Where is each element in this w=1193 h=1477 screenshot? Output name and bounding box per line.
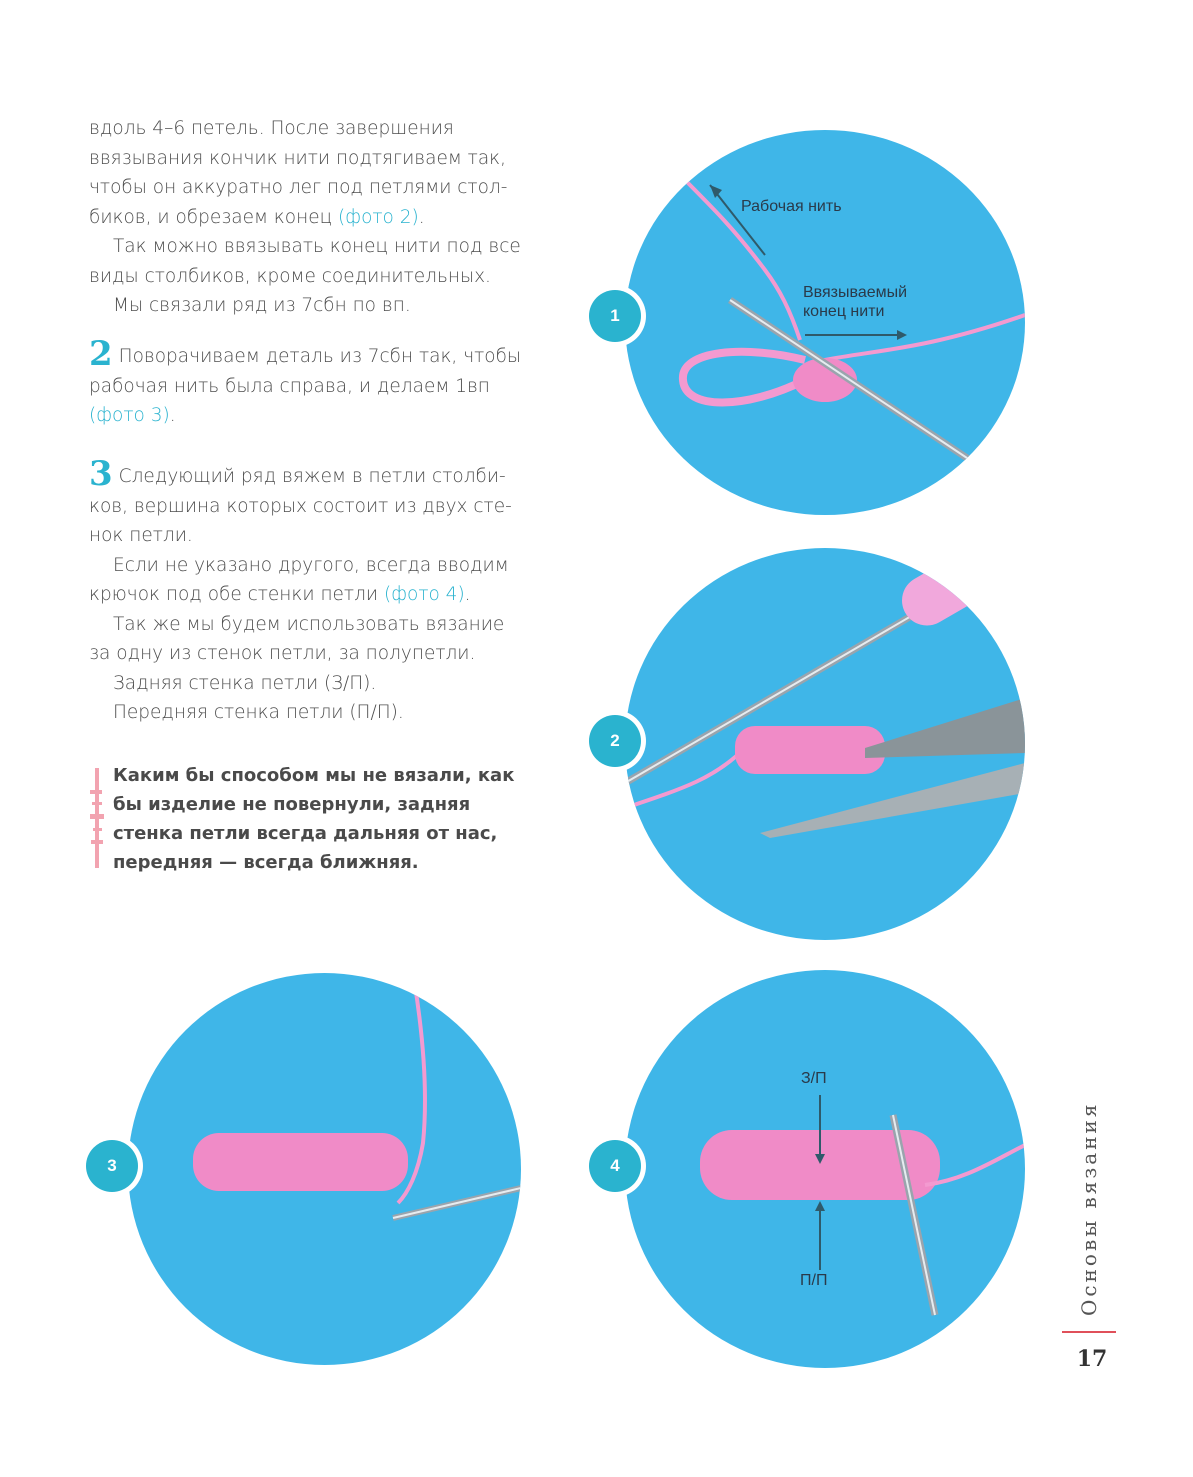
photo-1-badge: 1 (589, 290, 641, 342)
photo-4-image (625, 970, 1025, 1368)
paragraph (89, 580, 549, 610)
photo-2-image (625, 548, 1025, 940)
paragraph: чтобы он аккуратно лег под петлями стол- (89, 177, 508, 198)
note-line: стенка петли всегда дальняя от нас, (113, 823, 498, 844)
note-line: бы изделие не повернули, задняя (113, 794, 471, 815)
page-rule (1062, 1331, 1116, 1333)
paragraph: виды столбиков, кроме соединительных. (89, 265, 491, 287)
paragraph: Передняя стенка петли (П/П). (113, 702, 404, 723)
paragraph: Мы связали ряд из 7сбн по вп. (113, 295, 411, 316)
note-callout (113, 761, 533, 877)
paragraph: за одну из стенок петли, за полупетли. (89, 643, 476, 664)
paragraph (89, 334, 549, 374)
photo-ref-link[interactable]: (фото 3) (89, 405, 170, 426)
photo-ref-link[interactable]: (фото 2) (338, 206, 419, 228)
paragraph: ков, вершина которых состоит из двух сте- (89, 495, 512, 517)
note-line: передняя — всегда ближняя. (113, 852, 419, 873)
photo-4 (625, 970, 1025, 1368)
section-title-text: Основы вязания (1077, 1101, 1101, 1316)
photo-3-badge: 3 (86, 1140, 138, 1192)
text-span: . (464, 584, 471, 605)
label-line: Ввязываемый (803, 284, 908, 301)
photo-4-badge: 4 (589, 1140, 641, 1192)
step-number: 2 (89, 334, 113, 374)
note-line: Каким бы способом мы не вязали, как (113, 765, 515, 786)
text-span: Поворачиваем деталь из 7сбн так, чтобы (118, 346, 522, 367)
photo-3 (128, 973, 521, 1365)
step-2-text (89, 334, 549, 431)
label-line: конец нити (803, 303, 885, 320)
text-span: . (418, 206, 425, 228)
page-number: 17 (1076, 1346, 1108, 1372)
paragraph: рабочая нить была справа, и делаем 1вп (89, 375, 490, 397)
body-text (89, 114, 549, 321)
section-title (1068, 1088, 1108, 1318)
paragraph: Так можно ввязывать конец нити под все (113, 236, 521, 257)
paragraph (89, 203, 549, 233)
label-back-loop: З/П (801, 1070, 827, 1087)
paragraph (89, 401, 549, 431)
text-span: . (169, 405, 176, 426)
photo-2-badge: 2 (589, 715, 641, 767)
text-span: крючок под обе стенки петли (89, 584, 384, 605)
step-number: 3 (89, 454, 113, 494)
step-3-text (89, 454, 549, 728)
note-marker-icon (90, 768, 104, 868)
text-span: биков, и обрезаем конец (89, 206, 339, 228)
photo-2 (625, 548, 1025, 940)
paragraph: Задняя стенка петли (З/П). (113, 672, 377, 694)
label-thread-end (803, 283, 907, 321)
paragraph (89, 454, 549, 494)
label-front-loop: П/П (800, 1272, 828, 1289)
paragraph: вдоль 4–6 петель. После завершения (89, 118, 454, 139)
photo-ref-link[interactable]: (фото 4) (383, 584, 465, 605)
label-working-thread: Рабочая нить (741, 198, 842, 215)
paragraph: Если не указано другого, всегда вводим (113, 554, 509, 576)
paragraph: нок петли. (89, 525, 193, 546)
paragraph: Так же мы будем использовать вязание (113, 613, 505, 635)
photo-3-image (128, 973, 521, 1365)
paragraph: ввязывания кончик нити подтягиваем так, (89, 147, 507, 169)
photo-1-image (625, 130, 1025, 515)
photo-1 (625, 130, 1025, 515)
text-span: Следующий ряд вяжем в петли столби- (118, 466, 506, 487)
